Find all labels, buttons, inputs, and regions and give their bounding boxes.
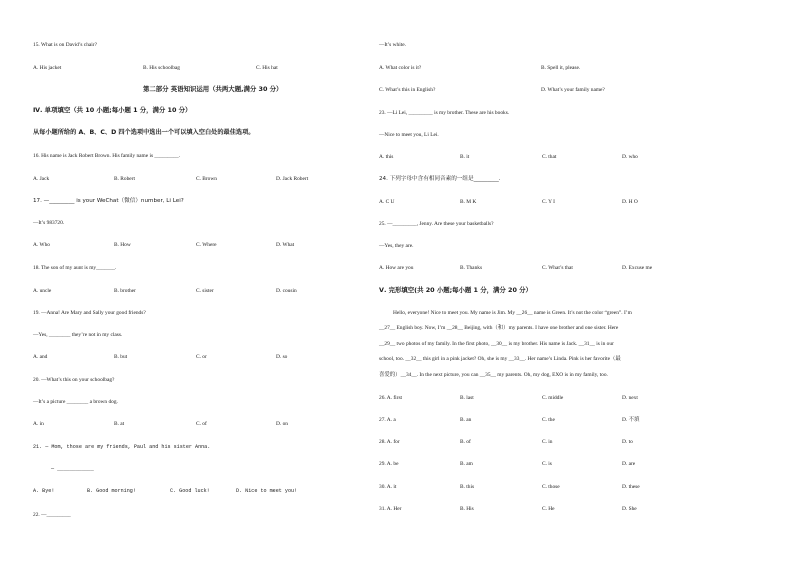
option[interactable]: B. am (460, 461, 473, 467)
question-30-options (379, 484, 709, 491)
question-21: 21. — Mom, those are my friends, Paul and his sister Anna. (33, 444, 211, 450)
option[interactable]: C. those (542, 484, 560, 490)
option[interactable]: B. it (460, 154, 470, 160)
option[interactable]: A. uncle (33, 288, 52, 294)
question-20-options (33, 421, 333, 428)
question-26-options (379, 395, 709, 402)
question-25-options (379, 265, 709, 272)
option[interactable]: D. H O (622, 199, 638, 205)
option[interactable]: C. or (196, 354, 207, 360)
question-15: 15. What is on David’s chair? (33, 42, 97, 48)
question-25-answer: —Yes, they are. (379, 243, 414, 249)
option[interactable]: A. His jacket (33, 65, 62, 71)
question-16: 16. His name is Jack Robert Brown. His family name is _________. (33, 153, 181, 159)
question-19-answer: —Yes, ________ they’re not in my class. (33, 332, 123, 338)
option[interactable]: B. but (114, 354, 128, 360)
question-16-options (33, 176, 333, 183)
option[interactable]: C. His hat (256, 65, 278, 71)
question-25: 25. —_________, Jenny. Are these your basketballs? (379, 221, 494, 227)
option[interactable]: B. How (114, 242, 131, 248)
option[interactable]: C. Brown (196, 176, 217, 182)
option[interactable]: D. these (622, 484, 640, 490)
cloze-line-4: school, too. __32__ this girl in a pink jacket? Oh, she is my __33__. Her name’s Linda. Pink is her favorite（最 (379, 356, 621, 362)
option[interactable]: D. Jack Robert (276, 176, 309, 182)
question-19-options (33, 354, 333, 361)
option[interactable]: A. What color is it? (379, 65, 422, 71)
question-23: 23. —Li Lei, _________ is my brother. These are his books. (379, 110, 510, 116)
option[interactable]: B. at (114, 421, 125, 427)
option[interactable]: D. She (622, 506, 637, 512)
question-27-options (379, 417, 709, 424)
option[interactable]: A. this (379, 154, 394, 160)
option[interactable]: D. next (622, 395, 638, 401)
option[interactable]: D. to (622, 439, 633, 445)
section-4-title: Ⅳ. 单项填空（共 10 小题;每小题 1 分，满分 10 分） (33, 106, 192, 114)
question-23-options (379, 154, 709, 161)
question-29-options (379, 461, 709, 468)
option[interactable]: D. cousin (276, 288, 297, 294)
question-17-options (33, 242, 333, 249)
question-17: 17. —_________ is your WeChat（微信）number, Li Lei? (33, 198, 184, 204)
question-23-answer: —Nice to meet you, Li Lei. (379, 132, 439, 138)
option[interactable]: C. sister (196, 288, 214, 294)
option[interactable]: 31. A. Her (379, 506, 402, 512)
option[interactable]: A. in (33, 421, 44, 427)
option[interactable]: D. Nice to meet you! (236, 488, 298, 494)
option[interactable]: B. of (460, 439, 471, 445)
right-column (379, 0, 714, 562)
question-19: 19. —Anna! Are Mary and Sally your good friends? (33, 310, 146, 316)
cloze-line-1: Hello, everyone! Nice to meet you. My name is Jim. My __26__ name is Green. It’s not the color “green”. I’m (393, 310, 632, 316)
option[interactable]: D. are (622, 461, 636, 467)
option[interactable]: C. of (196, 421, 207, 427)
option[interactable]: D. who (622, 154, 638, 160)
option[interactable]: A. Bye! (33, 488, 55, 494)
option[interactable]: C. Y I (542, 199, 555, 205)
cloze-line-2: __27__ English boy. Now, I’m __28__ Beijing, with（和）my parents. I have one brother and one sister. Here (379, 325, 619, 331)
option[interactable]: D. Excuse me (622, 265, 653, 271)
question-22: 22. —_________ (33, 512, 71, 518)
option[interactable]: 27. A. a (379, 417, 396, 423)
question-17-answer: —It’s 983720. (33, 220, 65, 226)
option[interactable]: C. What’s that (542, 265, 573, 271)
question-28-options (379, 439, 709, 446)
section-4-instructions: 从每小题所给的 A、B、C、D 四个选项中选出一个可以填入空白处的最佳选项。 (33, 129, 255, 136)
option[interactable]: 28. A. for (379, 439, 400, 445)
question-18: 18. The son of my aunt is my_______. (33, 265, 117, 271)
option[interactable]: B. last (460, 395, 474, 401)
question-24-options (379, 199, 709, 206)
option[interactable]: B. Good morning! (87, 488, 136, 494)
option[interactable]: A. Who (33, 242, 50, 248)
question-20: 20. —What’s this on your schoolbag? (33, 377, 115, 383)
question-15-options (33, 65, 333, 72)
part-2-title: 第二部分 英语知识运用（共两大题,满分 30 分） (143, 85, 283, 93)
option[interactable]: A. Jack (33, 176, 50, 182)
option[interactable]: A. and (33, 354, 48, 360)
option[interactable]: B. Robert (114, 176, 135, 182)
option[interactable]: C. that (542, 154, 557, 160)
option[interactable]: A. How are you (379, 265, 414, 271)
option[interactable]: C. He (542, 506, 555, 512)
option[interactable]: D. 不填 (622, 417, 640, 423)
question-22-options-row-2 (379, 87, 709, 94)
option[interactable]: B. His (460, 506, 474, 512)
section-5-title: Ⅴ. 完形填空(共 20 小题;每小题 1 分，满分 20 分） (379, 286, 532, 294)
question-31-options (379, 506, 709, 513)
option[interactable]: C. middle (542, 395, 564, 401)
question-21-options (33, 488, 333, 495)
option[interactable]: C. the (542, 417, 555, 423)
cloze-line-3: __29__ two photos of my family. In the first photo, __30__ is my brother. His name is Jack. __31__ is in our (379, 341, 614, 347)
option[interactable]: 29. A. be (379, 461, 399, 467)
option[interactable]: D. What (276, 242, 295, 248)
question-21-answer: — ____________ (51, 466, 94, 472)
option[interactable]: B. His schoolbag (143, 65, 180, 71)
option[interactable]: A. C U (379, 199, 395, 205)
option[interactable]: B. M K (460, 199, 477, 205)
option[interactable]: B. Thanks (460, 265, 483, 271)
option[interactable]: 26. A. first (379, 395, 403, 401)
question-20-answer: —It’s a picture ________ a brown dog. (33, 399, 118, 405)
option[interactable]: B. Spell it, please. (541, 65, 581, 71)
option[interactable]: B. brother (114, 288, 136, 294)
option[interactable]: C. is (542, 461, 552, 467)
left-column (33, 0, 373, 562)
cloze-line-5: 喜爱的）__34__. In the next picture, you can __35__ my parents. Oh, my dog, EXO is in my family, too. (379, 372, 608, 378)
option[interactable]: B. an (460, 417, 472, 423)
question-22-options-row-1 (379, 65, 709, 72)
question-24: 24. 下列字母中含有相同音素的一组是_________. (379, 176, 501, 182)
option[interactable]: D. on (276, 421, 288, 427)
question-22-answer: —It’s white. (379, 42, 406, 48)
option[interactable]: B. this (460, 484, 475, 490)
option[interactable]: C. Good luck! (170, 488, 210, 494)
question-18-options (33, 288, 333, 295)
option[interactable]: 30. A. it (379, 484, 397, 490)
option[interactable]: D. What’s your family name? (541, 87, 605, 93)
option[interactable]: C. Where (196, 242, 217, 248)
option[interactable]: C. What’s this in English? (379, 87, 436, 93)
option[interactable]: C. in (542, 439, 553, 445)
option[interactable]: D. so (276, 354, 288, 360)
